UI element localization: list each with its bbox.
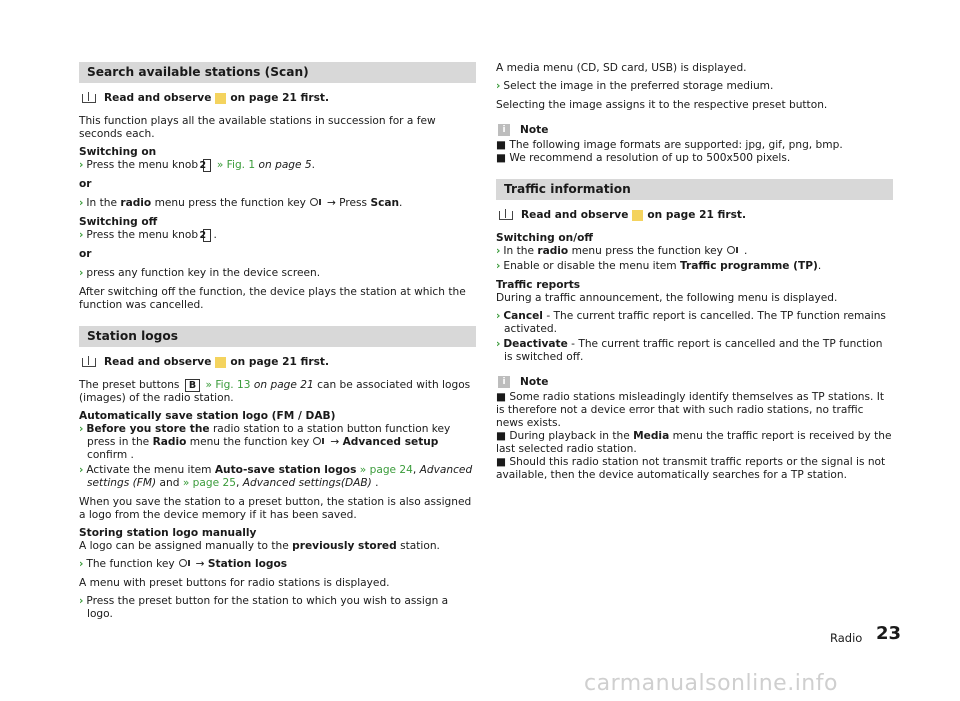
book-icon: [499, 211, 513, 220]
arrow-icon: ›: [79, 159, 84, 171]
deactivate-step: › Deactivate - The current traffic report is cancelled and the TP function is switched off.: [496, 338, 883, 363]
arrow-icon: ›: [79, 423, 84, 435]
warning-marker-icon: [215, 357, 226, 368]
note-item: ■ We recommend a resolution of up to 500x500 pixels.: [496, 152, 791, 164]
switching-label: Switching on/off: [496, 232, 593, 244]
read-observe: Read and observe on page 21 first.: [79, 92, 476, 104]
arrow-icon: ›: [79, 464, 84, 476]
read-observe: Read and observe on page 21 first.: [79, 356, 476, 368]
right-column: [496, 62, 893, 487]
arrow-icon: ›: [79, 595, 84, 607]
manual-text: A logo can be assigned manually to the previously stored station.: [79, 540, 440, 552]
auto-step-1: › Before you store the radio station to a station button function key press in the Radio menu the function key → Advanced setup confirm .: [79, 423, 451, 461]
traffic-step-2: › Enable or disable the menu item Traffic programme (TP).: [496, 260, 822, 272]
manual-heading: Storing station logo manually: [79, 527, 257, 539]
on-step-2: › In the radio menu press the function key → Press Scan.: [79, 197, 403, 209]
page-link[interactable]: » page 25: [182, 477, 236, 489]
book-icon: [82, 358, 96, 367]
key-badge: 2: [203, 229, 211, 242]
page-number: 23: [876, 623, 902, 644]
watermark: carmanualsonline.info: [584, 671, 838, 696]
function-key-icon: [727, 246, 735, 254]
warning-marker-icon: [215, 93, 226, 104]
scan-description: This function plays all the available stations in succession for a few seconds each.: [79, 115, 436, 140]
when-text: When you save the station to a preset button, the station is also assigned a logo from the device memory if it has been saved.: [79, 496, 472, 521]
auto-save-heading: Automatically save station logo (FM / DAB): [79, 410, 336, 422]
arrow-icon: ›: [496, 245, 501, 257]
page-link[interactable]: » page 24: [359, 464, 413, 476]
logos-intro: The preset buttons B » Fig. 13 on page 21 can be associated with logos (images) of the radio station.: [79, 379, 471, 404]
function-key-step: › The function key → Station logos: [79, 558, 288, 570]
arrow-icon: ›: [496, 260, 501, 272]
auto-step-2: › Activate the menu item Auto-save station logos » page 24, Advanced settings (FM) and » page 25, Advanced settings(DAB) .: [79, 464, 473, 489]
section-title-traffic: Traffic information: [496, 179, 893, 200]
info-icon: i: [498, 124, 510, 136]
section-title-scan: Search available stations (Scan): [79, 62, 476, 83]
select-step: › Select the image in the preferred storage medium.: [496, 80, 774, 92]
media-text: A media menu (CD, SD card, USB) is displayed.: [496, 62, 747, 74]
off-step-2: › press any function key in the device screen.: [79, 267, 321, 279]
fig-link[interactable]: » Fig. 1: [216, 159, 256, 171]
arrow-icon: ›: [496, 338, 501, 350]
arrow-icon: ›: [79, 197, 84, 209]
note-heading: i Note: [496, 124, 893, 136]
arrow-icon: ›: [79, 558, 84, 570]
function-key-icon: [179, 559, 187, 567]
function-key-icon: [313, 437, 321, 445]
arrow-icon: ›: [79, 267, 84, 279]
note-item: ■ Some radio stations misleadingly identify themselves as TP stations. It is therefore not a device error that with such radio stations, no traffic news exists.: [496, 391, 885, 429]
section-title-logos: Station logos: [79, 326, 476, 347]
warning-marker-icon: [632, 210, 643, 221]
info-icon: i: [498, 376, 510, 388]
fig-link[interactable]: » Fig. 13: [205, 379, 251, 391]
reports-text: During a traffic announcement, the following menu is displayed.: [496, 292, 838, 304]
arrow-icon: ›: [496, 80, 501, 92]
left-column: [79, 62, 476, 623]
footer-section-label: Radio: [830, 631, 863, 645]
assigns-text: Selecting the image assigns it to the respective preset button.: [496, 99, 828, 111]
traffic-step-1: › In the radio menu press the function key .: [496, 245, 748, 257]
note-heading: i Note: [496, 376, 893, 388]
or-label: or: [79, 178, 92, 190]
book-icon: [82, 94, 96, 103]
key-badge: B: [185, 379, 200, 392]
note-item: ■ Should this radio station not transmit traffic reports or the signal is not available, then the device automatically searches for a TP station.: [496, 456, 886, 481]
press-step: › Press the preset button for the station to which you wish to assign a logo.: [79, 595, 449, 620]
cancel-step: › Cancel - The current traffic report is cancelled. The TP function remains activated.: [496, 310, 886, 335]
on-step-1: › Press the menu knob 2 » Fig. 1 on page 5.: [79, 159, 316, 171]
read-observe: Read and observe on page 21 first.: [496, 209, 893, 221]
key-badge: 2: [203, 159, 211, 172]
function-key-icon: [310, 198, 318, 206]
arrow-icon: ›: [79, 229, 84, 241]
note-item: ■ The following image formats are supported: jpg, gif, png, bmp.: [496, 139, 843, 151]
or-label: or: [79, 248, 92, 260]
note-item: ■ During playback in the Media menu the traffic report is received by the last selected radio station.: [496, 430, 892, 455]
arrow-icon: ›: [496, 310, 501, 322]
menu-text: A menu with preset buttons for radio stations is displayed.: [79, 577, 390, 589]
switching-off-label: Switching off: [79, 216, 158, 228]
switching-on-label: Switching on: [79, 146, 157, 158]
reports-heading: Traffic reports: [496, 279, 581, 291]
after-text: After switching off the function, the device plays the station at which the function was cancelled.: [79, 286, 466, 311]
off-step-1: › Press the menu knob 2 .: [79, 229, 217, 241]
